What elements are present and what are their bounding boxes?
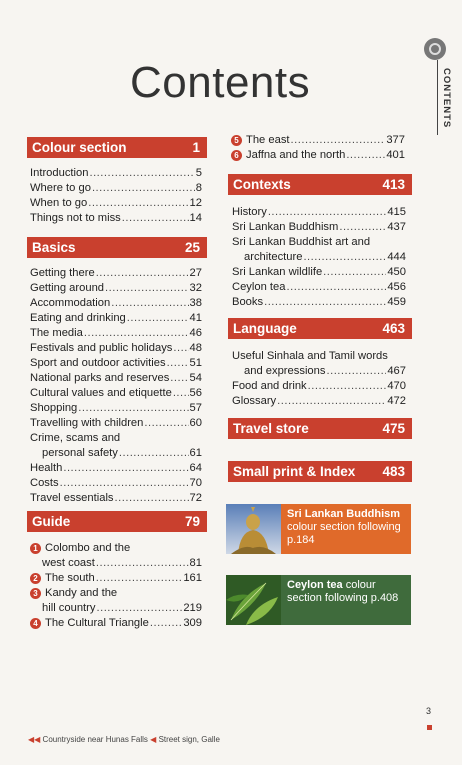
- entry-page: 161: [183, 572, 202, 584]
- entry-page: 61: [189, 447, 202, 459]
- entry-title: [30, 281, 104, 296]
- entry-title: [30, 491, 114, 506]
- toc-entry: [232, 295, 406, 310]
- entry-text: Health: [30, 462, 63, 474]
- entry-page: 57: [189, 402, 202, 414]
- entry-title: [30, 541, 130, 556]
- entry-title: [231, 148, 345, 163]
- section-title: Colour section: [32, 140, 127, 155]
- entry-text: Sri Lankan Buddhist art and: [232, 236, 371, 248]
- toc-entry: [30, 196, 202, 211]
- dot-leader: [167, 356, 189, 371]
- entry-text: west coast: [42, 557, 95, 569]
- promo-subtitle: colour section following p.408: [287, 579, 399, 604]
- dot-leader: [122, 211, 189, 226]
- contexts-list: [232, 205, 406, 310]
- entry-page: 51: [189, 357, 202, 369]
- page-number: 3: [426, 706, 432, 716]
- dot-leader: [127, 311, 189, 326]
- entry-page: 415: [387, 206, 406, 218]
- toc-entry: [30, 616, 202, 631]
- toc-entry: [30, 371, 202, 386]
- toc-entry: [232, 235, 406, 250]
- dot-leader: [105, 281, 189, 296]
- dot-leader: [339, 220, 386, 235]
- toc-entry: [30, 281, 202, 296]
- toc-entry: [30, 266, 202, 281]
- entry-title: [30, 571, 95, 586]
- entry-text: architecture: [244, 251, 303, 263]
- entry-title: [231, 133, 290, 148]
- dot-leader: [291, 133, 386, 148]
- promo-subtitle: colour section following p.184: [287, 521, 401, 546]
- section-page: 475: [382, 421, 405, 436]
- entry-text: Where to go: [30, 182, 91, 194]
- dot-leader: [60, 476, 189, 491]
- entry-title: [30, 431, 120, 446]
- entry-text: Ceylon tea: [232, 281, 286, 293]
- entry-page: 219: [183, 602, 202, 614]
- entry-title: [30, 181, 91, 196]
- entry-text: Food and drink: [232, 380, 307, 392]
- entry-text: Travelling with children: [30, 417, 144, 429]
- entry-page: 48: [189, 342, 202, 354]
- dot-leader: [173, 386, 189, 401]
- chapter-number-badge: 3: [30, 588, 41, 599]
- entry-text: Shopping: [30, 402, 78, 414]
- entry-title: [30, 601, 95, 616]
- entry-title: [30, 401, 77, 416]
- entry-page: 456: [387, 281, 406, 293]
- toc-entry: [30, 341, 202, 356]
- toc-entry: [232, 379, 406, 394]
- entry-text: Books: [232, 296, 264, 308]
- entry-title: [30, 586, 117, 601]
- entry-text: hill country: [42, 602, 96, 614]
- entry-text: When to go: [30, 197, 88, 209]
- entry-text: The south: [45, 572, 95, 584]
- chapter-number-badge: 2: [30, 573, 41, 584]
- section-page: 79: [184, 514, 200, 529]
- toc-entry: [30, 311, 202, 326]
- double-arrow-icon: ◀◀: [28, 735, 41, 744]
- entry-title: [30, 446, 118, 461]
- page-marker: [427, 725, 432, 730]
- buddha-statue-image: [226, 504, 281, 554]
- entry-title: [232, 280, 286, 295]
- entry-text: and expressions: [244, 365, 326, 377]
- dot-leader: [308, 379, 387, 394]
- toc-entry: [232, 394, 406, 409]
- section-title: Contexts: [233, 177, 291, 192]
- dot-leader: [115, 491, 189, 506]
- dot-leader: [78, 401, 188, 416]
- entry-text: Sri Lankan Buddhism: [232, 221, 339, 233]
- dot-leader: [346, 148, 385, 163]
- dot-leader: [111, 296, 188, 311]
- guide-header: [27, 511, 207, 532]
- entry-page: 470: [387, 380, 406, 392]
- toc-entry: [30, 166, 202, 181]
- entry-text: Things not to miss: [30, 212, 121, 224]
- entry-title: [232, 235, 370, 250]
- toc-entry: [30, 296, 202, 311]
- entry-text: Jaffna and the north: [246, 149, 346, 161]
- entry-title: [232, 364, 325, 379]
- entry-page: 467: [387, 365, 406, 377]
- entry-title: [30, 371, 169, 386]
- entry-text: Colombo and the: [45, 542, 131, 554]
- dot-leader: [303, 250, 386, 265]
- toc-entry: [30, 476, 202, 491]
- toc-entry: [30, 386, 202, 401]
- dot-leader: [264, 295, 386, 310]
- toc-entry: [30, 586, 202, 601]
- entry-page: 12: [189, 197, 202, 209]
- entry-text: Kandy and the: [45, 587, 118, 599]
- toc-entry: [232, 250, 406, 265]
- entry-title: [30, 166, 88, 181]
- entry-title: [232, 265, 322, 280]
- entry-page: 54: [189, 372, 202, 384]
- entry-page: 472: [387, 395, 406, 407]
- dot-leader: [89, 166, 194, 181]
- entry-title: [232, 379, 307, 394]
- entry-text: personal safety: [42, 447, 118, 459]
- toc-entry: [30, 461, 202, 476]
- entry-title: [232, 205, 267, 220]
- section-page: 25: [184, 240, 200, 255]
- dot-leader: [268, 205, 387, 220]
- basics-header: [27, 237, 207, 258]
- toc-entry: [30, 446, 202, 461]
- section-page: 413: [382, 177, 405, 192]
- toc-entry: [231, 133, 405, 148]
- section-tab-icon: [424, 38, 446, 60]
- section-title: Small print & Index: [233, 464, 356, 479]
- guide-list: [30, 541, 202, 631]
- dot-leader: [170, 371, 188, 386]
- entry-text: Crime, scams and: [30, 432, 121, 444]
- toc-entry: [30, 326, 202, 341]
- entry-title: [30, 196, 87, 211]
- toc-entry: [30, 556, 202, 571]
- entry-title: [30, 461, 62, 476]
- toc-entry: [232, 364, 406, 379]
- entry-page: 72: [189, 492, 202, 504]
- entry-text: Getting there: [30, 267, 95, 279]
- entry-text: The east: [246, 134, 290, 146]
- entry-title: [232, 250, 302, 265]
- buddhism-promo-text: [281, 504, 411, 554]
- toc-entry: [30, 211, 202, 226]
- entry-text: Sri Lankan wildlife: [232, 266, 323, 278]
- entry-title: [30, 356, 166, 371]
- entry-page: 309: [183, 617, 202, 629]
- entry-title: [30, 386, 172, 401]
- entry-text: Travel essentials: [30, 492, 114, 504]
- promo-title: Sri Lankan Buddhism: [287, 508, 401, 520]
- language-list: [232, 349, 406, 409]
- entry-text: Costs: [30, 477, 59, 489]
- entry-page: 14: [189, 212, 202, 224]
- entry-title: [30, 211, 121, 226]
- entry-page: 27: [189, 267, 202, 279]
- entry-title: [232, 394, 276, 409]
- dot-leader: [96, 556, 189, 571]
- toc-entry: [232, 280, 406, 295]
- entry-text: Cultural values and etiquette: [30, 387, 172, 399]
- entry-page: 450: [387, 266, 406, 278]
- entry-title: [30, 476, 59, 491]
- dot-leader: [277, 394, 386, 409]
- chapter-number-badge: 1: [30, 543, 41, 554]
- entry-title: [30, 616, 149, 631]
- entry-page: 64: [189, 462, 202, 474]
- entry-title: [30, 556, 95, 571]
- section-title: Basics: [32, 240, 76, 255]
- colour-section-list: [30, 166, 202, 226]
- guide-continued-list: [231, 133, 405, 163]
- entry-title: [30, 266, 95, 281]
- section-title: Language: [233, 321, 297, 336]
- entry-page: 437: [387, 221, 406, 233]
- entry-page: 32: [189, 282, 202, 294]
- toc-entry: [232, 205, 406, 220]
- arrow-icon: ◀: [150, 735, 157, 744]
- entry-page: 70: [189, 477, 202, 489]
- entry-text: The Cultural Triangle: [45, 617, 149, 629]
- dot-leader: [119, 446, 189, 461]
- entry-page: 8: [195, 182, 202, 194]
- section-page: 463: [382, 321, 405, 336]
- toc-entry: [30, 431, 202, 446]
- entry-text: Useful Sinhala and Tamil words: [232, 350, 388, 362]
- dot-leader: [63, 461, 188, 476]
- entry-title: [30, 341, 172, 356]
- travel-store-header: [228, 418, 412, 439]
- entry-page: 459: [387, 296, 406, 308]
- entry-page: 41: [189, 312, 202, 324]
- entry-text: Eating and drinking: [30, 312, 126, 324]
- entry-page: 5: [195, 167, 202, 179]
- entry-text: Glossary: [232, 395, 277, 407]
- entry-text: Getting around: [30, 282, 105, 294]
- toc-entry: [232, 220, 406, 235]
- entry-title: [30, 416, 143, 431]
- toc-entry: [232, 349, 406, 364]
- chapter-number-badge: 6: [231, 150, 242, 161]
- tea-promo: [226, 575, 411, 625]
- dot-leader: [150, 616, 182, 631]
- caption-2: Street sign, Galle: [158, 735, 220, 744]
- basics-list: [30, 266, 202, 506]
- toc-entry: [30, 541, 202, 556]
- dot-leader: [326, 364, 386, 379]
- dot-leader: [88, 196, 188, 211]
- entry-page: 377: [386, 134, 405, 146]
- photo-captions: [28, 735, 220, 744]
- language-header: [228, 318, 412, 339]
- dot-leader: [96, 601, 182, 616]
- dot-leader: [287, 280, 387, 295]
- entry-page: 46: [189, 327, 202, 339]
- contexts-header: [228, 174, 412, 195]
- colour-section-header: [27, 137, 207, 158]
- entry-title: [232, 220, 338, 235]
- toc-entry: [30, 491, 202, 506]
- entry-page: 401: [386, 149, 405, 161]
- tea-promo-text: [281, 575, 411, 625]
- entry-text: Festivals and public holidays: [30, 342, 173, 354]
- toc-entry: [30, 416, 202, 431]
- small-print-header: [228, 461, 412, 482]
- page-title: Contents: [130, 58, 311, 107]
- toc-entry: [30, 601, 202, 616]
- entry-title: [30, 326, 83, 341]
- entry-text: Sport and outdoor activities: [30, 357, 166, 369]
- section-title: Guide: [32, 514, 71, 529]
- entry-page: 444: [387, 251, 406, 263]
- dot-leader: [96, 571, 183, 586]
- dot-leader: [173, 341, 188, 356]
- section-page: 1: [192, 140, 200, 155]
- section-title: Travel store: [233, 421, 309, 436]
- dot-leader: [323, 265, 386, 280]
- chapter-number-badge: 4: [30, 618, 41, 629]
- dot-leader: [96, 266, 189, 281]
- toc-entry: [30, 401, 202, 416]
- entry-title: [232, 295, 263, 310]
- caption-1: Countryside near Hunas Falls: [42, 735, 148, 744]
- section-page: 483: [382, 464, 405, 479]
- entry-text: The media: [30, 327, 83, 339]
- toc-entry: [232, 265, 406, 280]
- toc-entry: [30, 181, 202, 196]
- entry-page: 38: [189, 297, 202, 309]
- entry-title: [30, 311, 126, 326]
- buddhism-promo: [226, 504, 411, 554]
- entry-page: 56: [189, 387, 202, 399]
- tea-leaves-image: [226, 575, 281, 625]
- entry-text: Accommodation: [30, 297, 111, 309]
- chapter-number-badge: 5: [231, 135, 242, 146]
- dot-leader: [92, 181, 195, 196]
- side-label: CONTENTS: [441, 68, 452, 129]
- dot-leader: [84, 326, 189, 341]
- entry-page: 81: [189, 557, 202, 569]
- dot-leader: [144, 416, 188, 431]
- toc-entry: [231, 148, 405, 163]
- toc-entry: [30, 571, 202, 586]
- entry-title: [30, 296, 110, 311]
- entry-title: [232, 349, 388, 364]
- toc-entry: [30, 356, 202, 371]
- promo-title: Ceylon tea: [287, 579, 343, 591]
- entry-text: History: [232, 206, 267, 218]
- entry-page: 60: [189, 417, 202, 429]
- entry-text: National parks and reserves: [30, 372, 170, 384]
- entry-text: Introduction: [30, 167, 89, 179]
